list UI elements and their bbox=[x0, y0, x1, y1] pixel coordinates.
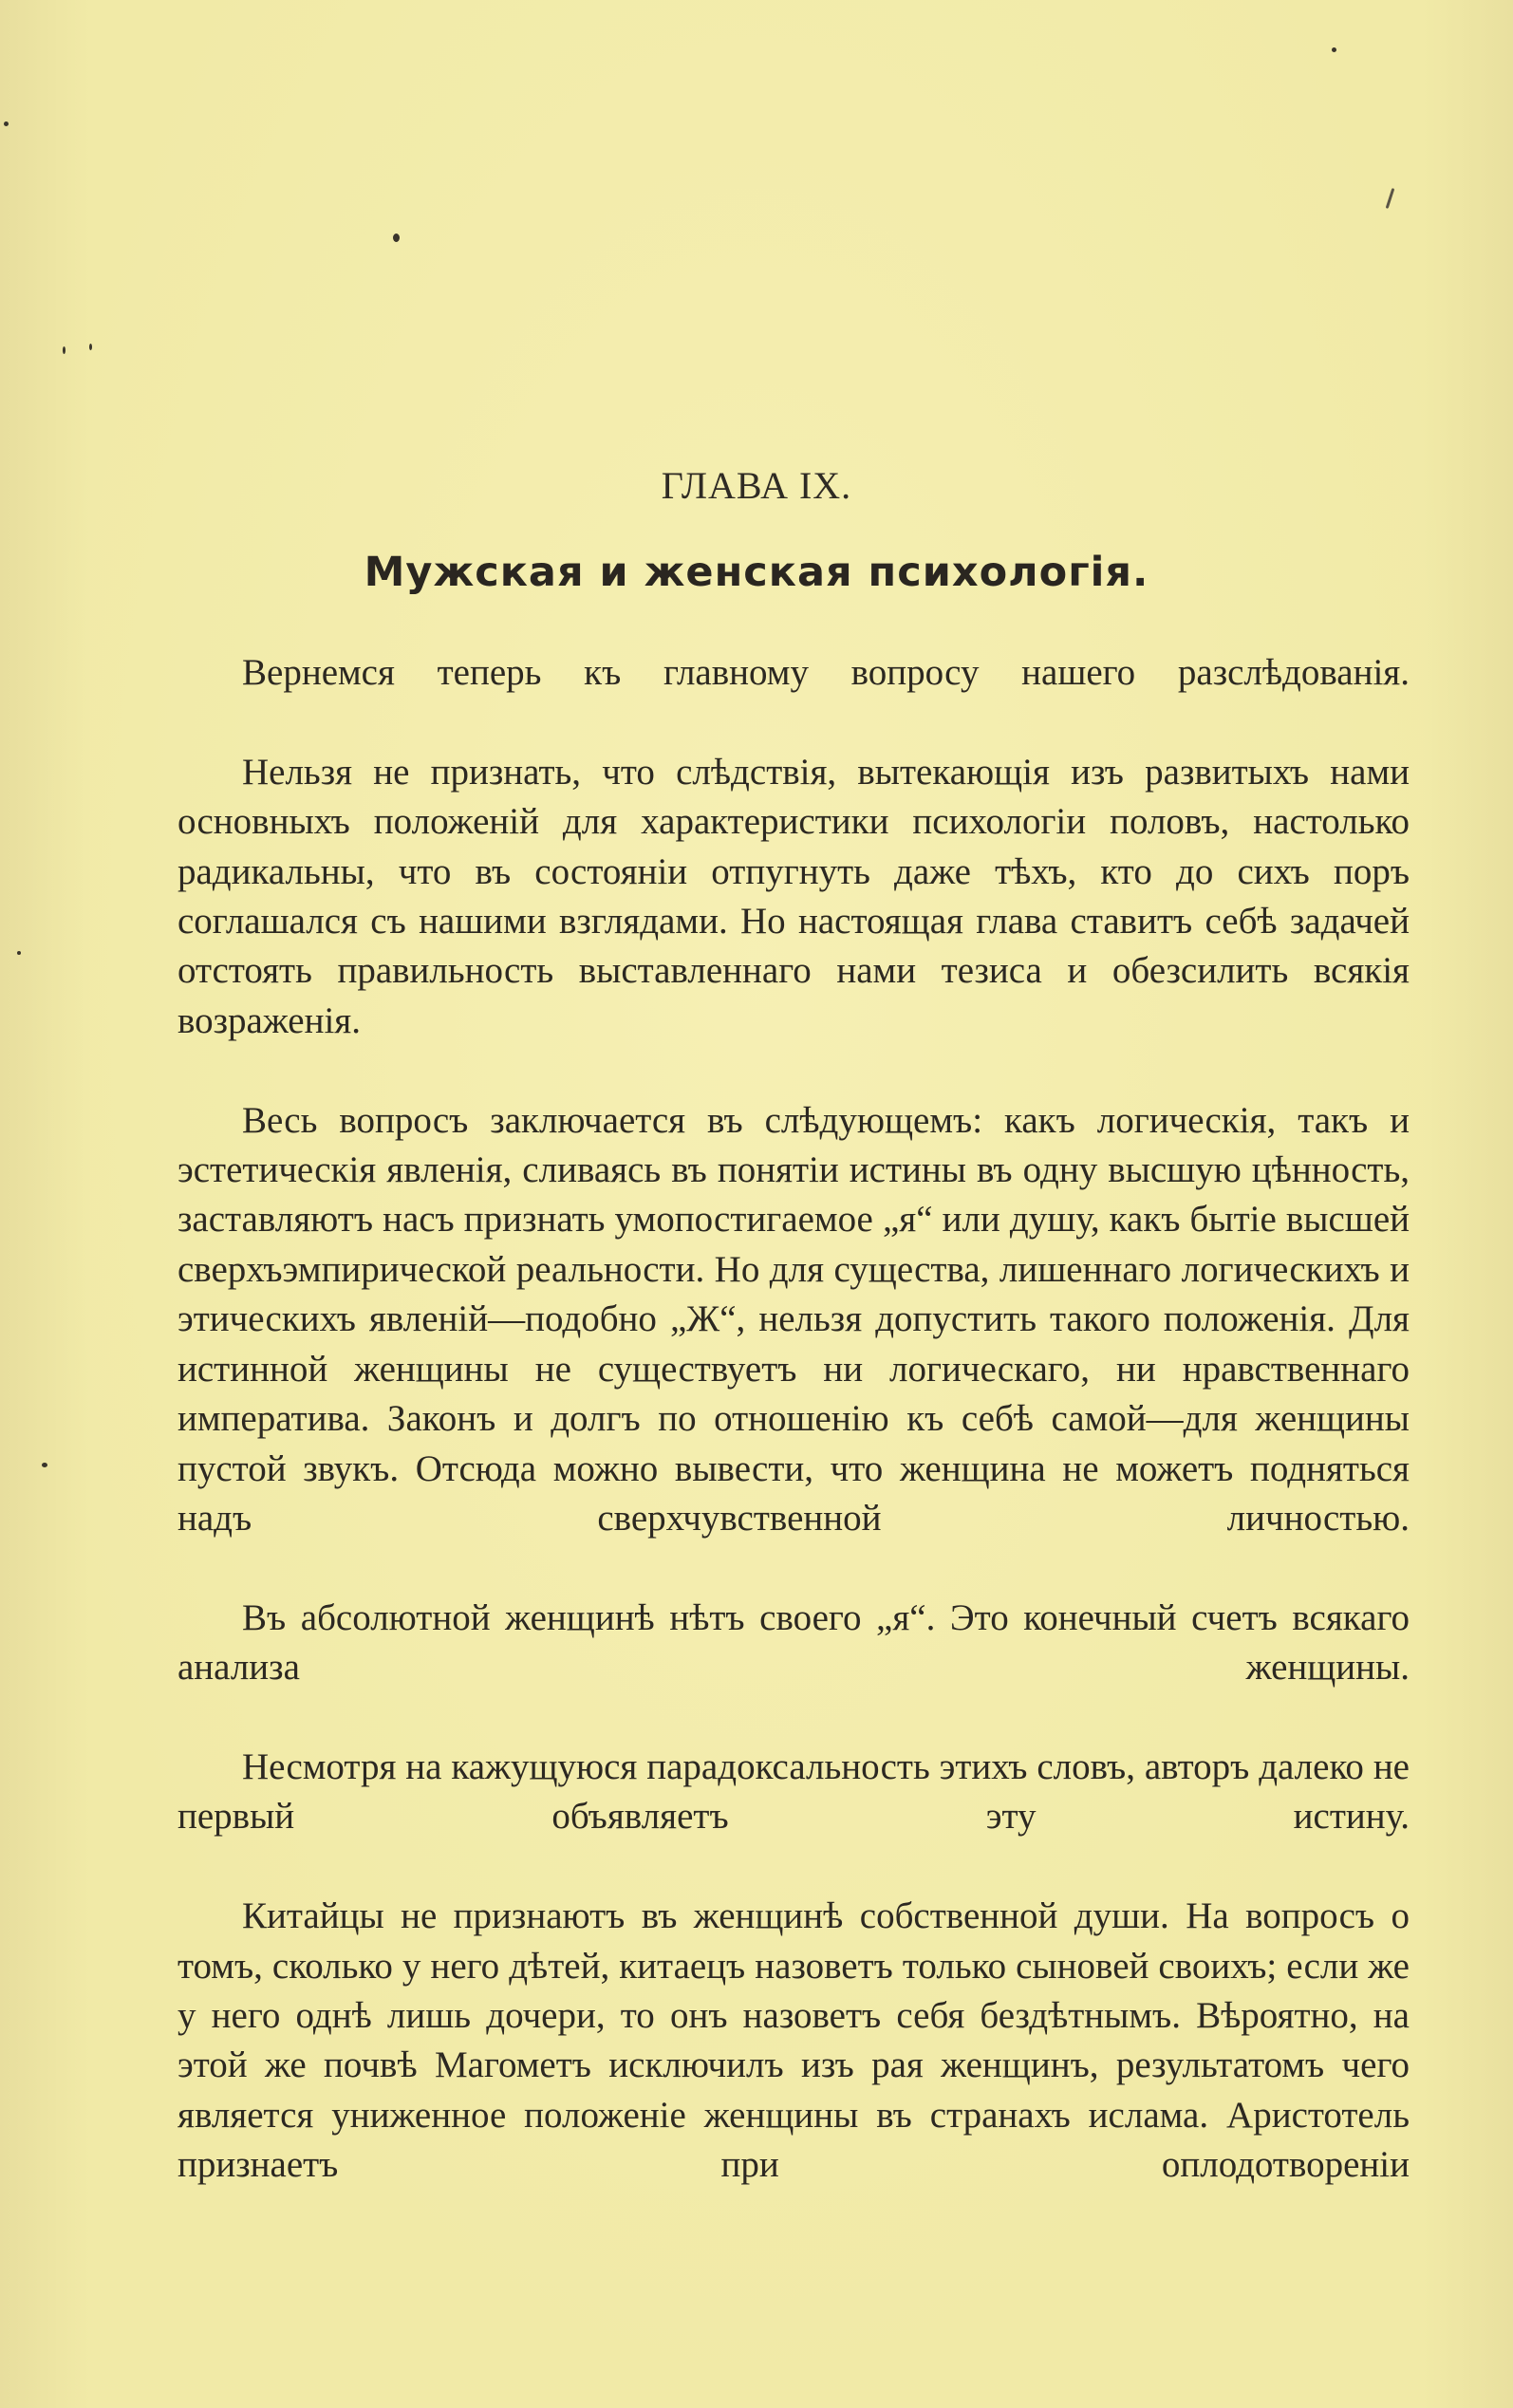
speck-mark bbox=[17, 951, 21, 955]
paragraph: Вернемся теперь къ главному вопросу нашего разслѣдованія. bbox=[242, 652, 1410, 693]
speck-mark bbox=[393, 233, 400, 242]
speck-mark bbox=[63, 346, 65, 354]
speck-mark bbox=[42, 1463, 47, 1467]
chapter-heading: ГЛАВА IX. bbox=[661, 464, 852, 507]
body-text bbox=[177, 648, 1410, 2240]
paragraph: Весь вопросъ заключается въ слѣдующемъ: какъ логическія, такъ и эстетическія явленія, сливаясь въ понятіи истины въ одну высшую цѣнность, заставляютъ насъ признать умопостигаемое „я“ или душу, какъ бытіе высшей сверхъэмпирической реальности. Но для существа, лишеннаго логическихъ и этическихъ явленій—подобно „Ж“, нельзя допустить такого положенія. Для истинной женщины не существуетъ ни логическаго, ни нравственнаго императива. Законъ и долгъ по отношенію къ себѣ самой—для женщины пустой звукъ. Отсюда можно вывести, что женщина не можетъ подняться надъ сверхчувственной личностью. bbox=[177, 1099, 1410, 1539]
speck-mark bbox=[1332, 47, 1336, 52]
paragraph: Нельзя не признать, что слѣдствія, вытекающія изъ развитыхъ нами основныхъ положеній для характеристики психологіи половъ, настолько радикальны, что въ состояніи отпугнуть даже тѣхъ, кто до сихъ поръ соглашался съ нашими взглядами. Но настоящая глава ставитъ себѣ задачей отстоять правильность выставленнаго нами тезиса и обезсилить всякія возраженія. bbox=[177, 751, 1410, 1041]
speck-mark bbox=[89, 344, 92, 350]
chapter-title: Мужская и женская психологія. bbox=[364, 549, 1149, 596]
speck-mark bbox=[1386, 188, 1395, 209]
speck-mark bbox=[4, 121, 9, 126]
paragraph: Въ абсолютной женщинѣ нѣтъ своего „я“. Это конечный счетъ всякаго анализа женщины. bbox=[177, 1596, 1410, 1689]
paragraph: Несмотря на кажущуюся парадоксальность этихъ словъ, авторъ далеко не первый объявляетъ эту истину. bbox=[177, 1745, 1410, 1838]
paragraph: Китайцы не признаютъ въ женщинѣ собственной души. На вопросъ о томъ, сколько у него дѣтей, китаецъ назоветъ только сыновей своихъ; если же у него однѣ лишь дочери, то онъ назоветъ себя бездѣтнымъ. Вѣроятно, на этой же почвѣ Магометъ исключилъ изъ рая женщинъ, результатомъ чего является униженное положеніе женщины въ странахъ ислама. Аристотель признаетъ при оплодотвореніи bbox=[177, 1895, 1410, 2186]
